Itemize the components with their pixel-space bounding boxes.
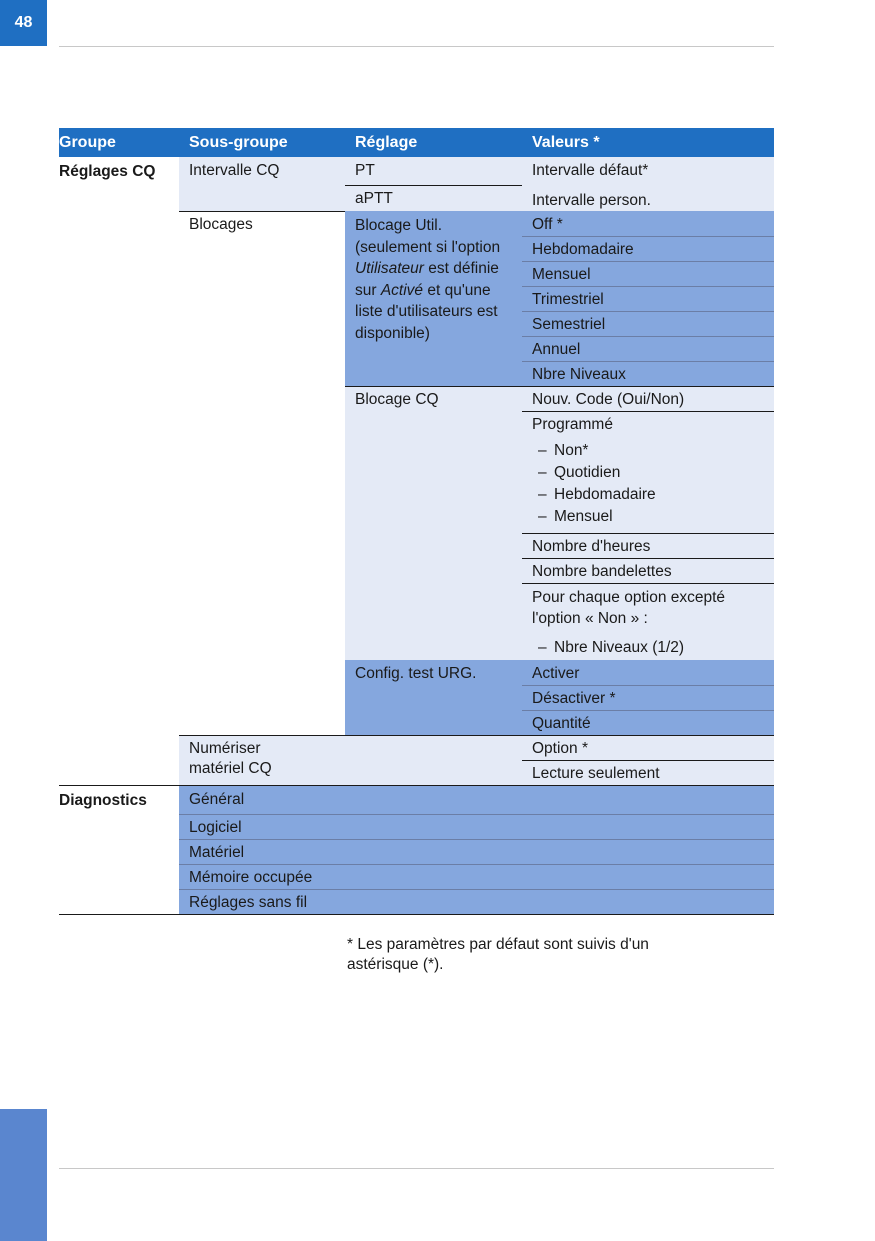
value-off: Off * [532,216,563,233]
setting-blocage-util: Blocage Util. (seulement si l'option Utilisateur est définie sur Activé et qu'une liste d'utilisateurs est disponible) [355,217,501,342]
value-nouv-code: Nouv. Code (Oui/Non) [532,391,685,408]
value-nbre-niveaux: Nbre Niveaux [532,366,626,383]
programme-option: – Hebdomadaire [538,484,772,506]
group-diagnostics: Diagnostics [59,792,147,809]
programme-option: – Mensuel [538,506,772,528]
header-valeurs: Valeurs * [522,128,774,157]
value-intervalle-defaut: Intervalle défaut* [532,162,649,179]
subgroup-numeriser: Numériser matériel CQ [189,740,272,777]
subgroup-sans-fil: Réglages sans fil [189,894,308,911]
value-hebdomadaire: Hebdomadaire [532,241,634,258]
setting-aptt: aPTT [355,190,393,207]
group-reglages-cq: Réglages CQ [59,163,156,180]
value-lecture-seulement: Lecture seulement [532,765,660,782]
subgroup-materiel: Matériel [189,844,245,861]
header-sous-groupe: Sous-groupe [179,128,345,157]
setting-blocage-cq: Blocage CQ [355,391,439,408]
programme-option: – Quotidien [538,462,772,484]
setting-config-urg: Config. test URG. [355,665,477,682]
pour-chaque-option: – Nbre Niveaux (1/2) [538,637,772,659]
value-desactiver: Désactiver * [532,690,616,707]
value-annuel: Annuel [532,341,581,358]
value-nombre-bandelettes: Nombre bandelettes [532,563,672,580]
value-activer: Activer [532,665,580,682]
subgroup-memoire: Mémoire occupée [189,869,313,886]
row-rule [179,839,774,840]
header-reglage: Réglage [345,128,522,157]
value-nombre-heures: Nombre d'heures [532,538,651,555]
value-pour-chaque: Pour chaque option excepté l'option « Non » : – Nbre Niveaux (1/2) [532,583,772,659]
table-bottom-rule [59,914,774,915]
header-groupe: Groupe [59,128,179,157]
footnote: * Les paramètres par défaut sont suivis d'un astérisque (*). [347,936,649,973]
value-intervalle-person: Intervalle person. [532,192,651,209]
subgroup-blocages: Blocages [189,216,253,233]
value-programme: Programmé – Non* – Quotidien – Hebdomadaire – Mensuel [532,411,772,528]
subgroup-logiciel: Logiciel [189,819,242,836]
subgroup-intervalle-cq: Intervalle CQ [189,162,280,179]
row-rule [179,814,774,815]
value-trimestriel: Trimestriel [532,291,604,308]
value-option: Option * [532,740,589,757]
page-number: 48 [14,14,33,31]
value-quantite: Quantité [532,715,591,732]
setting-pt: PT [355,162,375,179]
value-semestriel: Semestriel [532,316,606,333]
subgroup-general: Général [189,791,245,808]
programme-option: – Non* [538,440,772,462]
value-mensuel: Mensuel [532,266,591,283]
